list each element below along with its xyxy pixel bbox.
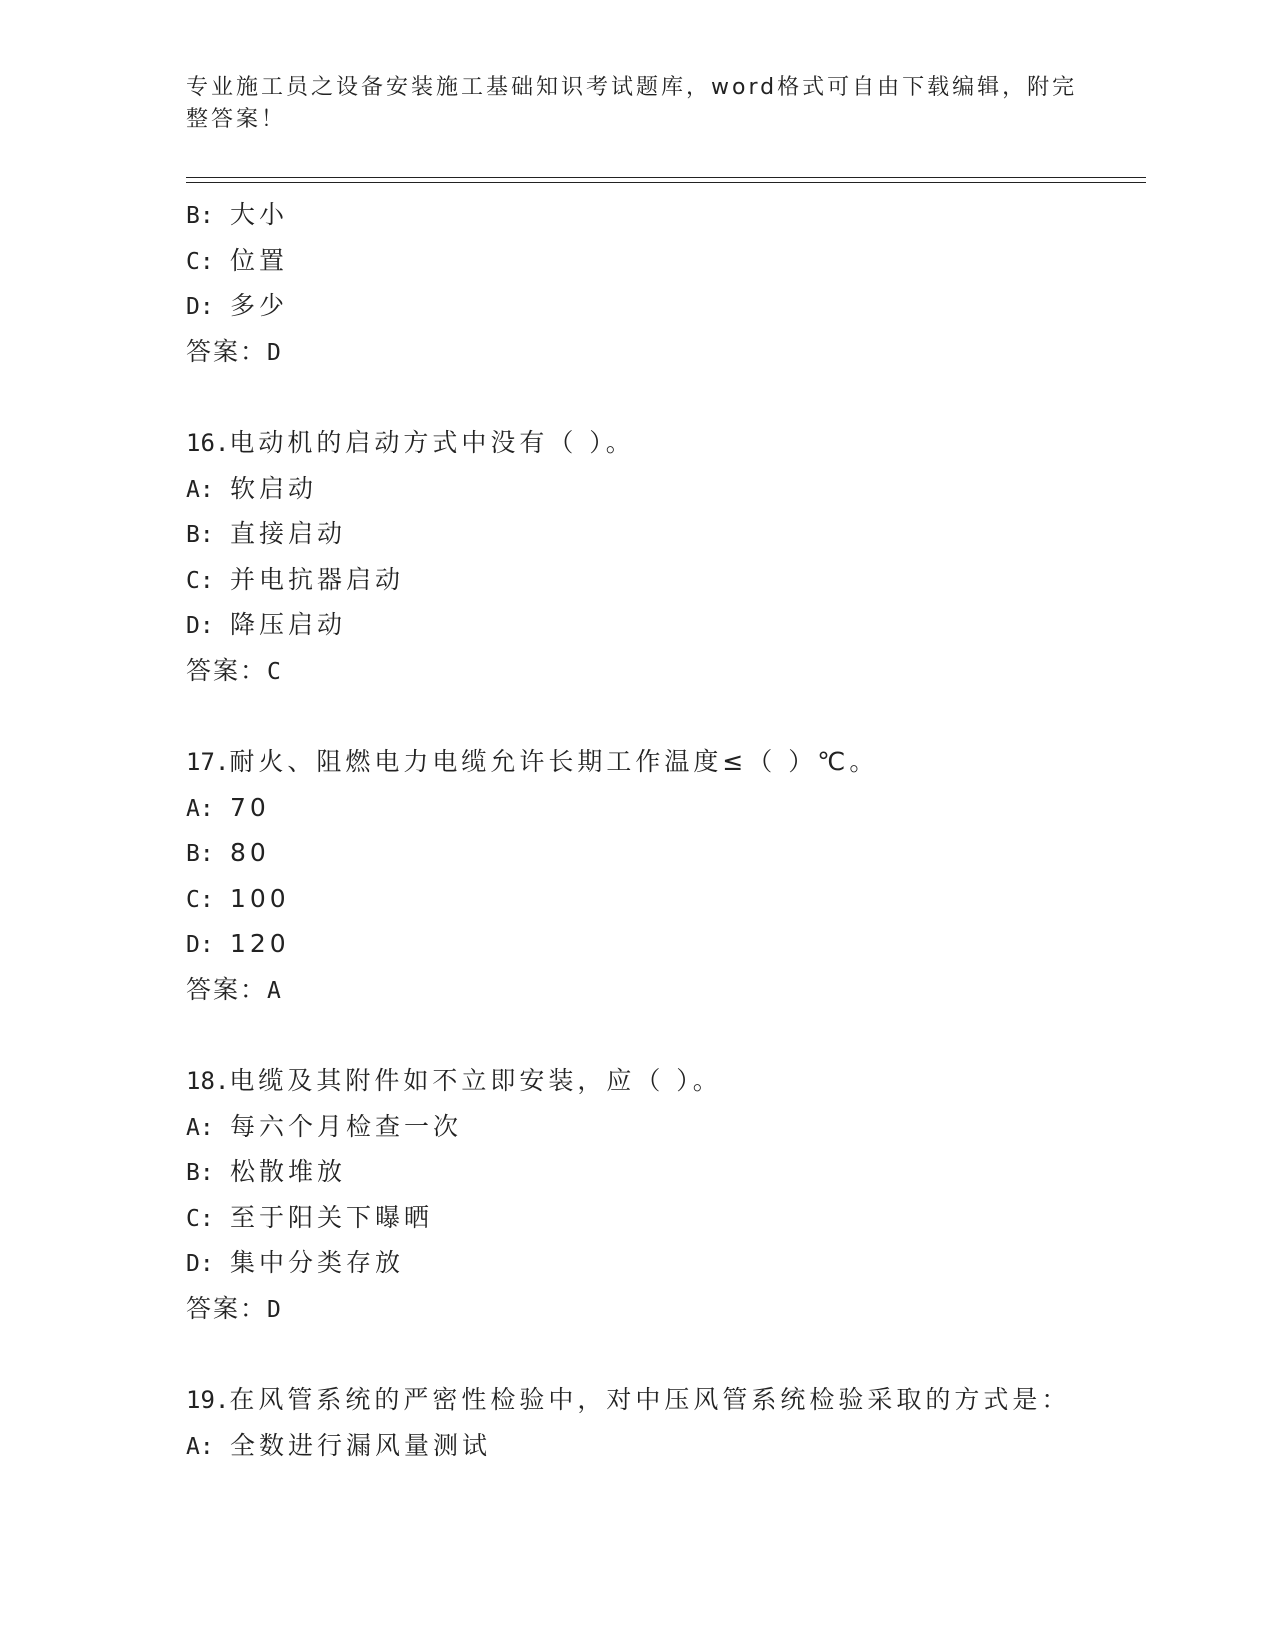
answer-row xyxy=(186,967,1146,1013)
option-row xyxy=(186,238,1146,284)
option-text: 至于阳关下曝晒 xyxy=(230,1202,434,1232)
header-divider-top xyxy=(186,177,1146,178)
option-text: 软启动 xyxy=(230,473,318,503)
option-text: 80 xyxy=(230,838,270,867)
header-divider-bottom xyxy=(186,182,1146,183)
option-row xyxy=(186,557,1146,603)
answer-row xyxy=(186,1286,1146,1332)
option-row xyxy=(186,602,1146,648)
option-label: B: xyxy=(186,203,214,229)
question-stem xyxy=(186,420,1146,466)
question-stem xyxy=(186,739,1146,785)
option-row xyxy=(186,1240,1146,1286)
option-row xyxy=(186,1195,1146,1241)
option-text: 直接启动 xyxy=(230,519,347,548)
option-label: A: xyxy=(186,476,214,503)
answer-value: A xyxy=(267,977,283,1004)
question-stem xyxy=(186,1377,1146,1423)
question-list xyxy=(186,192,1146,1468)
option-text: 多少 xyxy=(230,291,289,320)
option-row xyxy=(186,511,1146,557)
question-number: 18. xyxy=(186,1067,230,1095)
option-row xyxy=(186,1423,1146,1469)
option-label: D: xyxy=(186,613,214,639)
option-row xyxy=(186,921,1146,967)
option-row xyxy=(186,876,1146,922)
answer-label: 答案： xyxy=(186,1293,268,1323)
answer-label: 答案： xyxy=(186,655,268,685)
answer-row xyxy=(186,648,1146,694)
header-title: 专业施工员之设备安装施工基础知识考试题库，word格式可自由下载编辑，附完整答案！ xyxy=(186,75,1078,132)
option-label: B: xyxy=(186,841,214,867)
question-block-prev xyxy=(186,192,1146,374)
option-row xyxy=(186,830,1146,876)
option-label: A: xyxy=(186,1114,214,1141)
option-label: D: xyxy=(186,294,214,320)
option-label: C: xyxy=(186,248,214,275)
option-label: C: xyxy=(186,567,214,594)
option-text: 70 xyxy=(230,792,270,822)
question-block-19 xyxy=(186,1377,1146,1468)
option-label: A: xyxy=(186,1433,214,1460)
question-block-18 xyxy=(186,1058,1146,1331)
option-text: 并电抗器启动 xyxy=(230,564,405,594)
answer-row xyxy=(186,329,1146,375)
question-text: 在风管系统的严密性检验中，对中压风管系统检验采取的方式是： xyxy=(229,1385,1071,1414)
option-text: 松散堆放 xyxy=(230,1157,347,1186)
question-text: 电动机的启动方式中没有（ ）。 xyxy=(229,428,635,457)
question-number: 16. xyxy=(186,429,230,457)
question-text: 耐火、阻燃电力电缆允许长期工作温度≤（ ）℃。 xyxy=(229,747,879,776)
answer-value: C xyxy=(267,658,283,685)
question-block-16 xyxy=(186,420,1146,693)
option-row xyxy=(186,283,1146,329)
question-block-17 xyxy=(186,739,1146,1012)
question-number: 19. xyxy=(186,1386,230,1414)
option-label: A: xyxy=(186,795,214,822)
option-text: 集中分类存放 xyxy=(230,1248,405,1277)
answer-label: 答案： xyxy=(186,336,268,366)
option-label: C: xyxy=(186,886,214,913)
answer-value: D xyxy=(267,339,283,366)
answer-value: D xyxy=(267,1296,283,1323)
option-label: D: xyxy=(186,1251,214,1277)
option-text: 100 xyxy=(230,883,290,913)
option-label: B: xyxy=(186,1160,214,1186)
document-header xyxy=(186,72,1086,136)
option-row xyxy=(186,1149,1146,1195)
answer-label: 答案： xyxy=(186,974,268,1004)
option-label: B: xyxy=(186,522,214,548)
option-row xyxy=(186,1104,1146,1150)
option-label: C: xyxy=(186,1205,214,1232)
option-text: 全数进行漏风量测试 xyxy=(230,1430,492,1460)
option-text: 120 xyxy=(230,929,290,958)
option-row xyxy=(186,192,1146,238)
question-number: 17. xyxy=(186,748,230,776)
option-text: 大小 xyxy=(230,200,289,229)
option-text: 每六个月检查一次 xyxy=(230,1111,463,1141)
option-row xyxy=(186,466,1146,512)
option-text: 位置 xyxy=(230,245,289,275)
option-text: 降压启动 xyxy=(230,610,347,639)
option-row xyxy=(186,785,1146,831)
question-text: 电缆及其附件如不立即安装，应（ ）。 xyxy=(229,1066,722,1095)
question-stem xyxy=(186,1058,1146,1104)
option-label: D: xyxy=(186,932,214,958)
